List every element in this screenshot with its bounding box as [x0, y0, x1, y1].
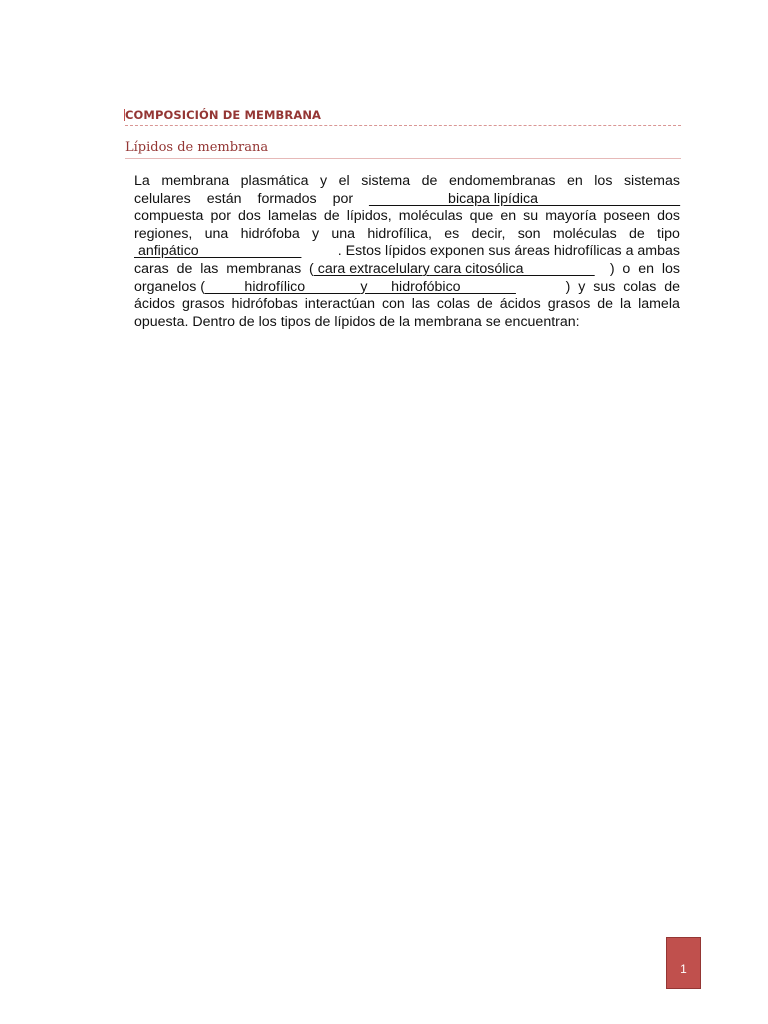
word: y [312, 225, 320, 242]
word: plasmática [240, 173, 309, 189]
paragraph-text: ) o en los [609, 260, 680, 277]
page-number: 1 [680, 962, 687, 976]
word: con [381, 296, 405, 313]
word: ácidos [134, 296, 176, 313]
subsection-heading [125, 140, 681, 159]
word: lamelas [267, 208, 317, 225]
subsection-heading-text: Lípidos de membrana [125, 140, 269, 155]
paragraph-line-6 [134, 261, 680, 279]
page-number-badge [666, 937, 701, 989]
paragraph-text: caras de las membranas ( [134, 260, 314, 277]
word: sistema [361, 173, 411, 189]
word: interactúan [304, 296, 375, 313]
fill-in-blank-answer: ___hidrofóbico_______ [367, 278, 516, 295]
paragraph-line-2 [134, 191, 680, 209]
paragraph-line-9 [134, 314, 680, 332]
word: moléculas [398, 208, 463, 225]
cursor-mark [124, 109, 125, 121]
paragraph-line-3 [134, 208, 680, 226]
word: regiones, [134, 225, 193, 242]
word: hidrofílica, [367, 225, 432, 242]
paragraph-text: y [422, 260, 430, 277]
word: de [477, 296, 493, 313]
word: los [594, 173, 613, 189]
word: la [620, 296, 632, 313]
paragraph-text: ) y sus colas de [565, 278, 680, 295]
word: compuesta [134, 208, 204, 225]
word: decir, [471, 225, 506, 242]
word: el [338, 173, 350, 189]
paragraph-line-1 [134, 173, 680, 191]
fill-in-blank-answer: __________bicapa lipídica__________________ [369, 190, 680, 207]
paragraph-line-7 [134, 279, 680, 297]
paragraph-text: organelos ( [134, 278, 205, 295]
word: de [421, 173, 438, 189]
fill-in-blank-answer: anfipático_____________ [134, 243, 302, 260]
word: de [597, 296, 614, 313]
word: membrana [161, 173, 230, 189]
word: celulares [134, 190, 191, 207]
paragraph-text: y [360, 278, 368, 295]
word: grasos [547, 296, 591, 313]
word: por [332, 190, 354, 207]
word: formados [257, 190, 317, 207]
fill-in-blank-answer: cara extracelular [313, 260, 423, 277]
word: La [134, 173, 150, 189]
word: colas [436, 296, 471, 313]
body-paragraph [134, 173, 680, 331]
word: moléculas [552, 225, 617, 242]
paragraph-line-5 [134, 243, 680, 261]
word: ácidos [499, 296, 541, 313]
paragraph-line-8 [134, 296, 680, 314]
word: su [523, 208, 539, 225]
word: lamela [638, 296, 680, 313]
word: tipo [657, 225, 680, 242]
word: es [444, 225, 460, 242]
word: dos [238, 208, 261, 225]
word: que [469, 208, 494, 225]
fill-in-blank-answer: cara citosólica_________ [429, 260, 595, 277]
word: mayoría [545, 208, 597, 225]
section-heading [125, 108, 681, 126]
word: en [500, 208, 517, 225]
word: una [331, 225, 356, 242]
paragraph-line-4 [134, 226, 680, 244]
word: están [206, 190, 242, 207]
word: hidrófoba [240, 225, 300, 242]
section-heading-text: COMPOSICIÓN DE MEMBRANA [125, 108, 322, 122]
fill-in-blank-answer: _____hidrofílico_______ [204, 278, 361, 295]
word: sistemas [623, 173, 680, 189]
word: de [628, 225, 645, 242]
word: endomembranas [448, 173, 556, 189]
word: en [566, 173, 583, 189]
word: dos [657, 208, 680, 225]
word: y [320, 173, 328, 189]
word: lípidos, [346, 208, 392, 225]
word: grasos [181, 296, 225, 313]
word: de [323, 208, 340, 225]
word: poseen [603, 208, 651, 225]
word: por [210, 208, 231, 225]
paragraph-text: opuesta. Dentro de los tipos de lípidos de la membrana se encuentran: [134, 313, 580, 330]
word: hidrófobas [231, 296, 298, 313]
word: las [411, 296, 430, 313]
word: una [204, 225, 229, 242]
word: son [517, 225, 541, 242]
paragraph-text: . Estos lípidos exponen sus áreas hidrofílicas a ambas [337, 243, 680, 260]
